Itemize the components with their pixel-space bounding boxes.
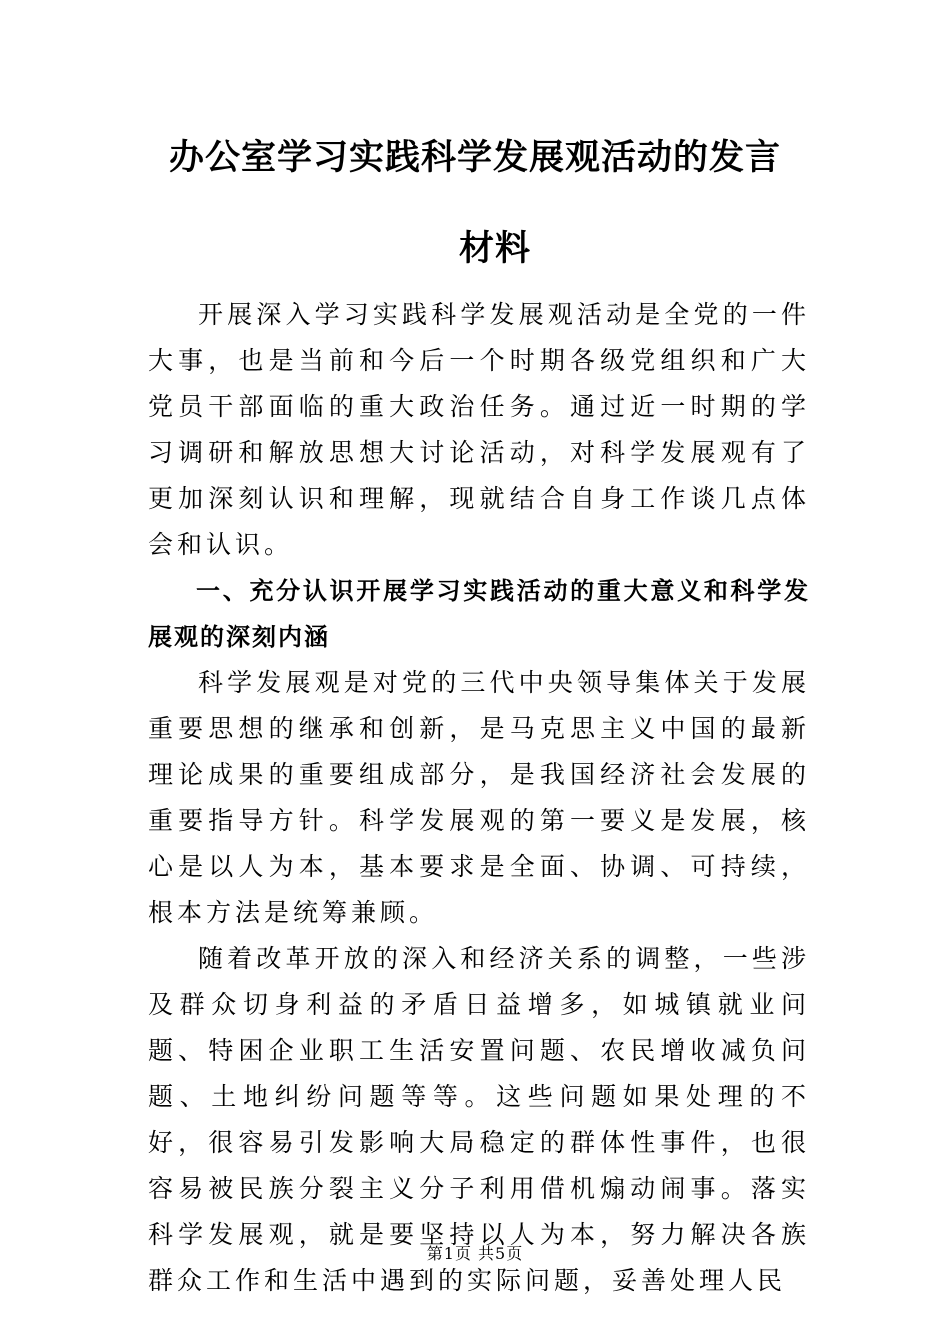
paragraph-reform: 随着改革开放的深入和经济关系的调整，一些涉及群众切身利益的矛盾日益增多，如城镇就业问题、特困企业职工生活安置问题、农民增收减负问题、土地纠纷问题等等。这些问题如果处理的不好，很容易引发影响大局稳定的群体性事件，也很容易被民族分裂主义分子利用借机煽动闹事。落实科学发展观，就是要坚持以人为本，努力解决各族群众工作和生活中遇到的实际问题，妥善处理人民: [148, 944, 810, 1295]
paragraph-definition: 科学发展观是对党的三代中央领导集体关于发展重要思想的继承和创新，是马克思主义中国的最新理论成果的重要组成部分，是我国经济社会发展的重要指导方针。科学发展观的第一要义是发展，核心是以人为本，基本要求是全面、协调、可持续，根本方法是统筹兼顾。: [148, 668, 810, 927]
document-body: [148, 292, 810, 1304]
section-heading: 一、充分认识开展学习实践活动的重大意义和科学发展观的深刻内涵: [148, 577, 810, 651]
document-title-line2: 材料: [458, 229, 531, 269]
page-footer: 第1页 共5页: [426, 1244, 524, 1263]
document-title-line1: 办公室学习实践科学发展观活动的发言: [168, 138, 781, 178]
paragraph-intro: 开展深入学习实践科学发展观活动是全党的一件大事，也是当前和今后一个时期各级党组织和广大党员干部面临的重大政治任务。通过近一时期的学习调研和解放思想大讨论活动，对科学发展观有了更加深刻认识和理解，现就结合自身工作谈几点体会和认识。: [148, 300, 810, 559]
